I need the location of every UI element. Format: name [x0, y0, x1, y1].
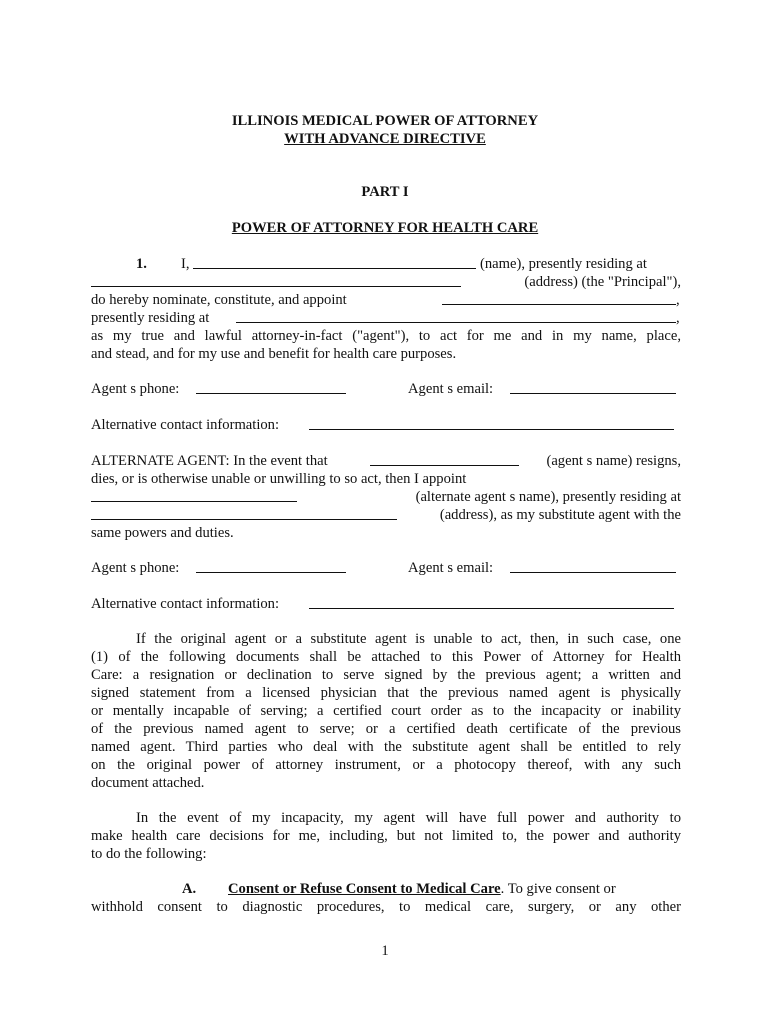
residing-text: presently residing at	[91, 310, 210, 326]
item-a-line2: withhold consent to diagnostic procedures, to medical care, surgery, or any other	[91, 899, 681, 915]
agent-address-blank[interactable]	[236, 309, 676, 323]
alternate-alt-contact-blank[interactable]	[309, 595, 674, 609]
comma-1: ,	[676, 292, 680, 308]
substitute-line: of the previous named agent to serve; or a certified death certificate of the previous	[91, 721, 681, 737]
principal-name-label: (name), presently residing at	[480, 256, 647, 272]
para1-line5: as my true and lawful attorney-in-fact ("agent"), to act for me and in my name, place,	[91, 328, 681, 344]
section-heading: POWER OF ATTORNEY FOR HEALTH CARE	[231, 220, 539, 236]
alternate-agent-name-blank[interactable]	[370, 452, 519, 466]
substitute-line: or mentally incapable of serving; a certified court order as to the incapacity or inability	[91, 703, 681, 719]
alternate-alt-contact-label: Alternative contact information:	[91, 596, 280, 612]
substitute-line: named agent. Third parties who deal with the substitute agent shall be entitled to rely	[91, 739, 681, 755]
page-number: 1	[381, 943, 389, 959]
agent-email-blank[interactable]	[510, 380, 676, 394]
principal-address-blank[interactable]	[91, 273, 461, 287]
alternate-phone-blank[interactable]	[196, 559, 346, 573]
nominate-text: do hereby nominate, constitute, and appoint	[91, 292, 347, 308]
resigns-text: (agent s name) resigns,	[546, 453, 681, 469]
alternate-line3: (alternate agent s name), presently residing at	[415, 489, 681, 505]
alternate-email-label: Agent s email:	[408, 560, 494, 576]
agent-name-blank[interactable]	[442, 291, 676, 305]
document-subtitle: WITH ADVANCE DIRECTIVE	[284, 131, 486, 147]
substitute-line: on the original power of attorney instrument, or a photocopy thereof, with any such	[91, 757, 681, 773]
paragraph-number: 1.	[136, 256, 147, 272]
alternate-line5: same powers and duties.	[91, 525, 234, 541]
part-heading: PART I	[361, 184, 409, 200]
incapacity-line: make health care decisions for me, including, but not limited to, the power and authority	[91, 828, 681, 844]
alternate-agent-text: ALTERNATE AGENT: In the event that	[91, 453, 328, 469]
substitute-line: document attached.	[91, 775, 205, 791]
para1-line6: and stead, and for my use and benefit for health care purposes.	[91, 346, 457, 362]
agent-email-label: Agent s email:	[408, 381, 494, 397]
alternate-address-blank[interactable]	[91, 506, 397, 520]
alternate-email-blank[interactable]	[510, 559, 676, 573]
alt-contact-blank[interactable]	[309, 416, 674, 430]
item-a-text: . To give consent or	[500, 881, 616, 897]
substitute-line: signed statement from a licensed physician that the previous named agent is physically	[91, 685, 681, 701]
alternate-agent-blank[interactable]	[91, 488, 297, 502]
substitute-line: If the original agent or a substitute agent is unable to act, then, in such case, one	[136, 631, 681, 647]
alternate-line4: (address), as my substitute agent with the	[439, 507, 681, 523]
alternate-line2: dies, or is otherwise unable or unwilling to so act, then I appoint	[91, 471, 467, 487]
comma-2: ,	[676, 310, 680, 326]
agent-phone-blank[interactable]	[196, 380, 346, 394]
incapacity-line: to do the following:	[91, 846, 207, 862]
alternate-phone-label: Agent s phone:	[91, 560, 180, 576]
alt-contact-label: Alternative contact information:	[91, 417, 280, 433]
principal-name-blank[interactable]	[193, 255, 476, 269]
item-a-heading: Consent or Refuse Consent to Medical Care	[228, 881, 501, 897]
substitute-line: Care: a resignation or declination to serve signed by the previous agent; a written and	[91, 667, 681, 683]
agent-phone-label: Agent s phone:	[91, 381, 180, 397]
incapacity-line: In the event of my incapacity, my agent will have full power and authority to	[136, 810, 681, 826]
document-title: ILLINOIS MEDICAL POWER OF ATTORNEY	[231, 113, 539, 129]
principal-i: I,	[181, 256, 190, 272]
substitute-line: (1) of the following documents shall be attached to this Power of Attorney for Health	[91, 649, 681, 665]
principal-address-label: (address) (the "Principal"),	[524, 274, 681, 290]
item-a-letter: A.	[182, 881, 197, 897]
